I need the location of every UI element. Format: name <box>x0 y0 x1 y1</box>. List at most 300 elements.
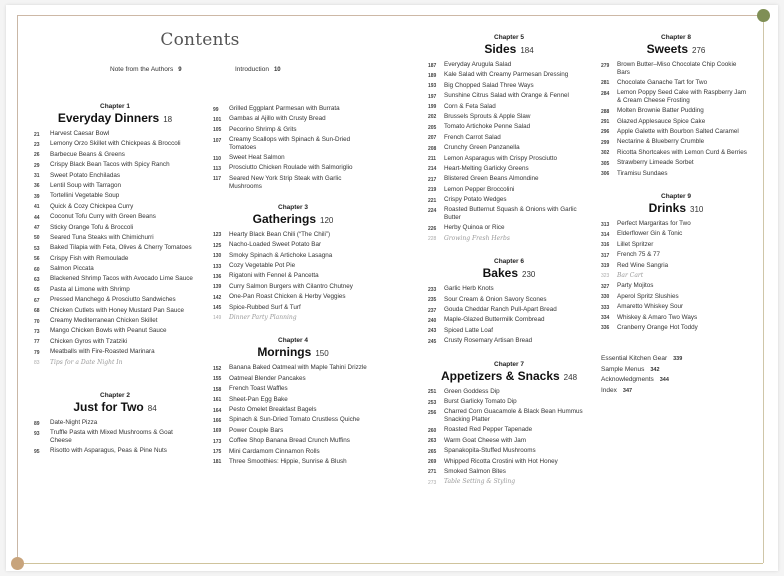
entry-title: Growing Fresh Herbs <box>444 234 510 242</box>
entry-title: Chicken Gyros with Tzatziki <box>50 337 128 345</box>
recipe-entry[interactable] <box>428 61 590 70</box>
recipe-entry[interactable] <box>213 154 373 163</box>
entry-title: Pesto Omelet Breakfast Bagels <box>229 406 317 414</box>
entry-title: Warm Goat Cheese with Jam <box>444 436 527 444</box>
entry-page-number: 336 <box>601 325 610 332</box>
entry-page-number: 199 <box>428 104 437 111</box>
toc-column-2 <box>213 105 373 468</box>
recipe-entry[interactable] <box>428 113 590 122</box>
recipe-entry[interactable] <box>601 314 751 323</box>
entry-list <box>601 220 751 332</box>
chapter-label: Chapter 7 <box>494 360 524 368</box>
entry-page-number: 65 <box>34 287 40 294</box>
recipe-entry[interactable] <box>601 220 751 229</box>
back-matter-item[interactable] <box>601 354 751 365</box>
entry-title: Cozy Vegetable Pot Pie <box>229 262 296 270</box>
back-matter-item[interactable] <box>601 375 751 386</box>
feature-entry[interactable] <box>428 235 590 244</box>
entry-title: Ricotta Shortcakes with Lemon Curd & Berries <box>617 148 747 156</box>
entry-title: Pecorino Shrimp & Grits <box>229 125 297 133</box>
entry-page-number: 281 <box>601 80 610 87</box>
green-corner-dot-icon <box>757 9 770 22</box>
recipe-entry[interactable] <box>34 203 196 212</box>
recipe-entry[interactable] <box>213 272 373 281</box>
entry-title: Perfect Margaritas for Two <box>617 220 691 228</box>
recipe-entry[interactable] <box>428 134 590 143</box>
entry-page-number: 233 <box>428 286 437 293</box>
entry-page-number: 333 <box>601 304 610 311</box>
recipe-entry[interactable] <box>213 115 373 124</box>
recipe-entry[interactable] <box>601 251 751 260</box>
chapter-title[interactable] <box>428 266 590 282</box>
recipe-entry[interactable] <box>428 92 590 101</box>
entry-page-number: 319 <box>601 263 610 270</box>
chapter-title[interactable] <box>213 345 373 361</box>
entry-title: Dinner Party Planning <box>229 313 297 321</box>
entry-page-number: 284 <box>601 90 610 97</box>
entry-title: Pasta al Limone with Shrimp <box>50 285 130 293</box>
recipe-entry[interactable] <box>34 172 196 181</box>
entry-page-number: 70 <box>34 318 40 325</box>
chapter-title-text: Bakes <box>482 266 518 281</box>
frame-border-bottom <box>17 563 763 564</box>
chapter-label: Chapter 1 <box>100 103 130 110</box>
entry-title: Heart-Melting Garlicky Greens <box>444 164 529 172</box>
recipe-entry[interactable] <box>601 170 751 179</box>
entry-page-number: 330 <box>601 294 610 301</box>
entry-page-number: 133 <box>213 263 222 270</box>
entry-title: Tomato Artichoke Penne Salad <box>444 123 531 131</box>
entry-page-number: 36 <box>34 183 40 190</box>
chapter-title[interactable] <box>601 42 751 58</box>
entry-page-number: 296 <box>601 129 610 136</box>
recipe-entry[interactable] <box>428 175 590 184</box>
feature-entry[interactable] <box>213 314 373 323</box>
entry-title: Gambas al Ajillo with Crusty Bread <box>229 115 326 123</box>
back-matter-label: Sample Menus <box>601 365 645 373</box>
entry-title: Roasted Red Pepper Tapenade <box>444 426 533 434</box>
entry-list <box>428 61 590 243</box>
entry-title: Quick & Cozy Chickpea Curry <box>50 202 134 210</box>
back-matter-label: Acknowledgments <box>601 376 654 384</box>
recipe-entry[interactable] <box>601 324 751 333</box>
chapter-title-text: Sides <box>484 42 517 56</box>
chapter-heading <box>213 336 373 361</box>
entry-title: Hearty Black Bean Chili (“The Chili”) <box>229 230 331 238</box>
recipe-entry[interactable] <box>601 282 751 291</box>
entry-page-number: 60 <box>34 266 40 273</box>
recipe-entry[interactable] <box>213 231 373 240</box>
recipe-entry[interactable] <box>34 140 196 149</box>
entry-title: Three Smoothies: Hippie, Sunrise & Blush <box>229 457 347 465</box>
entry-title: Elderflower Gin & Tonic <box>617 230 683 238</box>
entry-title: Corn & Feta Salad <box>444 102 496 110</box>
recipe-entry[interactable] <box>428 82 590 91</box>
entry-page-number: 149 <box>213 315 222 322</box>
recipe-entry[interactable] <box>213 252 373 261</box>
entry-page-number: 302 <box>601 150 610 157</box>
recipe-entry[interactable] <box>428 206 590 222</box>
entry-list <box>213 231 373 323</box>
front-matter-label: Note from the Authors <box>110 66 174 73</box>
recipe-entry[interactable] <box>34 429 196 445</box>
entry-page-number: 29 <box>34 162 40 169</box>
entry-page-number: 53 <box>34 245 40 252</box>
entry-title: French Carrot Salad <box>444 133 501 141</box>
recipe-entry[interactable] <box>34 151 196 160</box>
recipe-entry[interactable] <box>213 375 373 384</box>
entry-page-number: 117 <box>213 176 222 183</box>
entry-title: Crispy Fish with Remoulade <box>50 254 129 262</box>
recipe-entry[interactable] <box>34 348 196 357</box>
chapter-title[interactable] <box>34 400 196 416</box>
entry-title: Whiskey & Amaro Two Ways <box>617 313 698 321</box>
entry-page-number: 202 <box>428 114 437 121</box>
recipe-entry[interactable] <box>428 71 590 80</box>
recipe-entry[interactable] <box>428 155 590 164</box>
toc-column-1 <box>34 102 196 458</box>
recipe-entry[interactable] <box>34 130 196 139</box>
entry-title: Apple Galette with Bourbon Salted Caramel <box>617 127 739 135</box>
front-matter-page: 10 <box>273 67 281 73</box>
recipe-entry[interactable] <box>34 244 196 253</box>
recipe-entry[interactable] <box>213 241 373 250</box>
entry-page-number: 221 <box>428 197 437 204</box>
entry-title: French 75 & 77 <box>617 251 661 259</box>
recipe-entry[interactable] <box>34 161 196 170</box>
recipe-entry[interactable] <box>213 283 373 292</box>
recipe-entry[interactable] <box>428 196 590 205</box>
entry-list <box>428 388 590 487</box>
chapter-page: 276 <box>692 46 706 55</box>
entry-title: Brussels Sprouts & Apple Slaw <box>444 112 531 120</box>
entry-title: Salmon Piccata <box>50 265 94 273</box>
entry-title: Seared Tuna Steaks with Chimichurri <box>50 233 154 241</box>
recipe-entry[interactable] <box>34 234 196 243</box>
recipe-entry[interactable] <box>428 447 590 456</box>
entry-title: Smoked Salmon Bites <box>444 467 506 475</box>
recipe-entry[interactable] <box>34 419 196 428</box>
recipe-entry[interactable] <box>213 164 373 173</box>
feature-entry[interactable] <box>34 359 196 368</box>
entry-page-number: 327 <box>601 283 610 290</box>
entry-page-number: 208 <box>428 145 437 152</box>
entry-page-number: 175 <box>213 449 222 456</box>
entry-page-number: 79 <box>34 349 40 356</box>
frame-border-top <box>17 15 763 16</box>
entry-page-number: 205 <box>428 124 437 131</box>
recipe-entry[interactable] <box>428 224 590 233</box>
recipe-entry[interactable] <box>428 306 590 315</box>
recipe-entry[interactable] <box>428 186 590 195</box>
recipe-entry[interactable] <box>213 126 373 135</box>
entry-page-number: 306 <box>601 171 610 178</box>
recipe-entry[interactable] <box>34 327 196 336</box>
recipe-entry[interactable] <box>34 182 196 191</box>
entry-title: Mini Cardamom Cinnamon Rolls <box>229 447 320 455</box>
entry-title: Spice-Rubbed Surf & Turf <box>229 303 301 311</box>
recipe-entry[interactable] <box>34 265 196 274</box>
back-matter-label: Index <box>601 386 617 394</box>
entry-title: Date-Night Pizza <box>50 419 98 427</box>
chapter-heading <box>34 102 196 127</box>
chapter-title[interactable] <box>428 42 590 58</box>
chapter-title-text: Gatherings <box>252 211 316 226</box>
entry-title: Chocolate Ganache Tart for Two <box>617 78 708 86</box>
entry-page-number: 41 <box>34 204 40 211</box>
recipe-entry[interactable] <box>601 149 751 158</box>
entry-page-number: 313 <box>601 221 610 228</box>
entry-page-number: 47 <box>34 225 40 232</box>
entry-page-number: 83 <box>34 360 40 367</box>
entry-page-number: 158 <box>213 386 222 393</box>
entry-page-number: 101 <box>213 116 222 123</box>
entry-page-number: 161 <box>213 397 222 404</box>
entry-page-number: 211 <box>428 156 437 163</box>
recipe-entry[interactable] <box>428 144 590 153</box>
chapter-title-text: Sweets <box>646 42 688 56</box>
recipe-entry[interactable] <box>601 118 751 127</box>
recipe-entry[interactable] <box>601 293 751 302</box>
back-matter-page: 339 <box>673 356 683 363</box>
recipe-entry[interactable] <box>213 385 373 394</box>
recipe-entry[interactable] <box>428 426 590 435</box>
recipe-entry[interactable] <box>601 159 751 168</box>
entry-page-number: 256 <box>428 409 437 416</box>
entry-title: French Toast Waffles <box>229 385 288 393</box>
entry-page-number: 305 <box>601 160 610 167</box>
entry-page-number: 169 <box>213 428 222 435</box>
recipe-entry[interactable] <box>213 427 373 436</box>
entry-title: One-Pan Roast Chicken & Herby Veggies <box>229 293 346 301</box>
recipe-entry[interactable] <box>34 338 196 347</box>
chapter-label: Chapter 6 <box>494 258 524 266</box>
entry-title: Big Chopped Salad Three Ways <box>444 81 534 89</box>
feature-entry[interactable] <box>428 478 590 487</box>
recipe-entry[interactable] <box>213 136 373 152</box>
recipe-entry[interactable] <box>213 406 373 415</box>
chapter-heading <box>601 192 751 217</box>
entry-page-number: 166 <box>213 417 222 424</box>
entry-title: Rigatoni with Fennel & Pancetta <box>229 272 319 280</box>
entry-page-number: 181 <box>213 459 222 466</box>
entry-title: Kale Salad with Creamy Parmesan Dressing <box>444 71 569 79</box>
recipe-entry[interactable] <box>34 447 196 456</box>
back-matter-page: 342 <box>650 366 660 373</box>
recipe-entry[interactable] <box>213 416 373 425</box>
entry-title: Garlic Herb Knots <box>444 285 494 293</box>
entry-title: Grilled Eggplant Parmesan with Burrata <box>229 105 340 112</box>
entry-title: Seared New York Strip Steak with Garlic Mushrooms <box>229 174 342 190</box>
entry-page-number: 152 <box>213 365 222 372</box>
chapter-heading <box>428 257 590 282</box>
entry-page-number: 105 <box>213 127 222 134</box>
recipe-entry[interactable] <box>213 458 373 467</box>
recipe-entry[interactable] <box>428 123 590 132</box>
recipe-entry[interactable] <box>213 175 373 191</box>
entry-page-number: 317 <box>601 252 610 259</box>
entry-page-number: 107 <box>213 137 222 144</box>
entry-title: Strawberry Limeade Sorbet <box>617 159 694 167</box>
recipe-entry[interactable] <box>428 296 590 305</box>
front-matter-label: Introduction <box>235 66 269 73</box>
recipe-entry[interactable] <box>34 192 196 201</box>
entry-page-number: 93 <box>34 430 40 437</box>
recipe-entry[interactable] <box>34 286 196 295</box>
front-matter-item[interactable] <box>235 66 281 73</box>
entry-title: Smoky Spinach & Artichoke Lasagna <box>229 251 333 259</box>
entry-list <box>34 419 196 456</box>
chapter-heading <box>428 360 590 385</box>
entry-page-number: 125 <box>213 242 222 249</box>
chapter-title[interactable] <box>213 212 373 228</box>
entry-title: Coconut Tofu Curry with Green Beans <box>50 213 156 221</box>
chapter-title-text: Mornings <box>257 345 312 360</box>
entry-title: Crusty Rosemary Artisan Bread <box>444 337 533 345</box>
recipe-entry[interactable] <box>428 408 590 424</box>
back-matter-item[interactable] <box>601 386 751 397</box>
frame-border-left <box>17 15 18 563</box>
recipe-entry[interactable] <box>213 262 373 271</box>
recipe-entry[interactable] <box>428 337 590 346</box>
entry-page-number: 23 <box>34 141 40 148</box>
recipe-entry[interactable] <box>601 128 751 137</box>
recipe-entry[interactable] <box>428 437 590 446</box>
chapter-label: Chapter 3 <box>278 203 308 211</box>
chapter-title[interactable] <box>428 369 590 385</box>
recipe-entry[interactable] <box>428 103 590 112</box>
entry-list <box>428 285 590 345</box>
recipe-entry[interactable] <box>601 89 751 105</box>
recipe-entry[interactable] <box>428 327 590 336</box>
entry-title: Spiced Latte Loaf <box>444 326 494 334</box>
entry-title: Bar Cart <box>617 271 644 279</box>
recipe-entry[interactable] <box>34 317 196 326</box>
chapter-page: 248 <box>563 372 578 382</box>
entry-title: Whipped Ricotta Crostini with Hot Honey <box>444 457 558 465</box>
entry-title: Harvest Caesar Bowl <box>50 130 110 137</box>
entry-page-number: 113 <box>213 165 222 172</box>
entry-page-number: 269 <box>428 459 437 466</box>
entry-page-number: 67 <box>34 297 40 304</box>
recipe-entry[interactable] <box>428 388 590 397</box>
entry-title: Everyday Arugula Salad <box>444 61 512 68</box>
recipe-entry[interactable] <box>213 448 373 457</box>
entry-title: Sticky Orange Tofu & Broccoli <box>50 223 134 231</box>
entry-page-number: 237 <box>428 307 437 314</box>
chapter-heading <box>428 33 590 58</box>
recipe-entry[interactable] <box>213 293 373 302</box>
entry-page-number: 314 <box>601 231 610 238</box>
recipe-entry[interactable] <box>34 275 196 284</box>
entry-page-number: 77 <box>34 339 40 346</box>
recipe-entry[interactable] <box>213 105 373 114</box>
entry-page-number: 260 <box>428 427 437 434</box>
recipe-entry[interactable] <box>34 224 196 233</box>
entry-page-number: 123 <box>213 232 222 239</box>
recipe-entry[interactable] <box>213 364 373 373</box>
entry-title: Party Mojitos <box>617 282 654 290</box>
back-matter-item[interactable] <box>601 365 751 376</box>
entry-title: Sweet Heat Salmon <box>229 154 285 162</box>
entry-page-number: 197 <box>428 93 437 100</box>
recipe-entry[interactable] <box>34 213 196 222</box>
recipe-entry[interactable] <box>601 241 751 250</box>
recipe-entry[interactable] <box>34 307 196 316</box>
entry-page-number: 73 <box>34 328 40 335</box>
entry-page-number: 193 <box>428 83 437 90</box>
recipe-entry[interactable] <box>428 285 590 294</box>
entry-title: Blackened Shrimp Tacos with Avocado Lime Sauce <box>50 275 193 283</box>
front-matter-item[interactable] <box>110 66 182 73</box>
entry-page-number: 145 <box>213 305 222 312</box>
entry-title: Gouda Cheddar Ranch Pull-Apart Bread <box>444 306 557 314</box>
recipe-entry[interactable] <box>213 396 373 405</box>
recipe-entry[interactable] <box>213 304 373 313</box>
entry-title: Creamy Mediterranean Chicken Skillet <box>50 317 158 325</box>
chapter-page: 184 <box>520 46 534 55</box>
chapter-page: 230 <box>522 270 536 280</box>
recipe-entry[interactable] <box>601 303 751 312</box>
recipe-entry[interactable] <box>601 79 751 88</box>
chapter-label: Chapter 9 <box>661 193 691 201</box>
recipe-entry[interactable] <box>601 61 751 77</box>
recipe-entry[interactable] <box>601 230 751 239</box>
entry-page-number: 288 <box>601 108 610 115</box>
entry-page-number: 39 <box>34 193 40 200</box>
entry-page-number: 99 <box>213 106 219 113</box>
entry-page-number: 155 <box>213 376 222 383</box>
recipe-entry[interactable] <box>428 316 590 325</box>
entry-title: Charred Corn Guacamole & Black Bean Hummus Snacking Platter <box>444 408 583 424</box>
entry-page-number: 263 <box>428 438 437 445</box>
chapter-title[interactable] <box>601 201 751 217</box>
entry-page-number: 207 <box>428 135 437 142</box>
recipe-entry[interactable] <box>34 296 196 305</box>
chapter-title[interactable] <box>34 111 196 127</box>
recipe-entry[interactable] <box>601 107 751 116</box>
entry-page-number: 273 <box>428 479 437 486</box>
recipe-entry[interactable] <box>34 255 196 264</box>
recipe-entry[interactable] <box>213 437 373 446</box>
entry-page-number: 217 <box>428 176 437 183</box>
recipe-entry[interactable] <box>601 138 751 147</box>
entry-page-number: 235 <box>428 297 437 304</box>
chapter-page: 150 <box>315 349 329 359</box>
back-matter-label: Essential Kitchen Gear <box>601 355 668 363</box>
entry-page-number: 68 <box>34 308 40 315</box>
feature-entry[interactable] <box>601 272 751 281</box>
recipe-entry[interactable] <box>428 165 590 174</box>
entry-title: Power Couple Bars <box>229 426 284 434</box>
entry-page-number: 26 <box>34 152 40 159</box>
entry-page-number: 189 <box>428 72 437 79</box>
recipe-entry[interactable] <box>601 262 751 271</box>
tan-corner-dot-icon <box>11 557 24 570</box>
back-matter-page: 347 <box>622 387 633 394</box>
chapter-label: Chapter 5 <box>494 34 524 41</box>
chapter-title-text: Just for Two <box>73 400 144 415</box>
recipe-entry[interactable] <box>428 398 590 407</box>
recipe-entry[interactable] <box>428 458 590 467</box>
back-matter-list <box>601 354 751 396</box>
entry-title: Nacho-Loaded Sweet Potato Bar <box>229 241 322 249</box>
entry-page-number: 334 <box>601 315 610 322</box>
entry-title: Nectarine & Blueberry Crumble <box>617 138 705 146</box>
entry-list <box>213 364 373 466</box>
chapter-page: 310 <box>690 205 704 215</box>
recipe-entry[interactable] <box>428 468 590 477</box>
